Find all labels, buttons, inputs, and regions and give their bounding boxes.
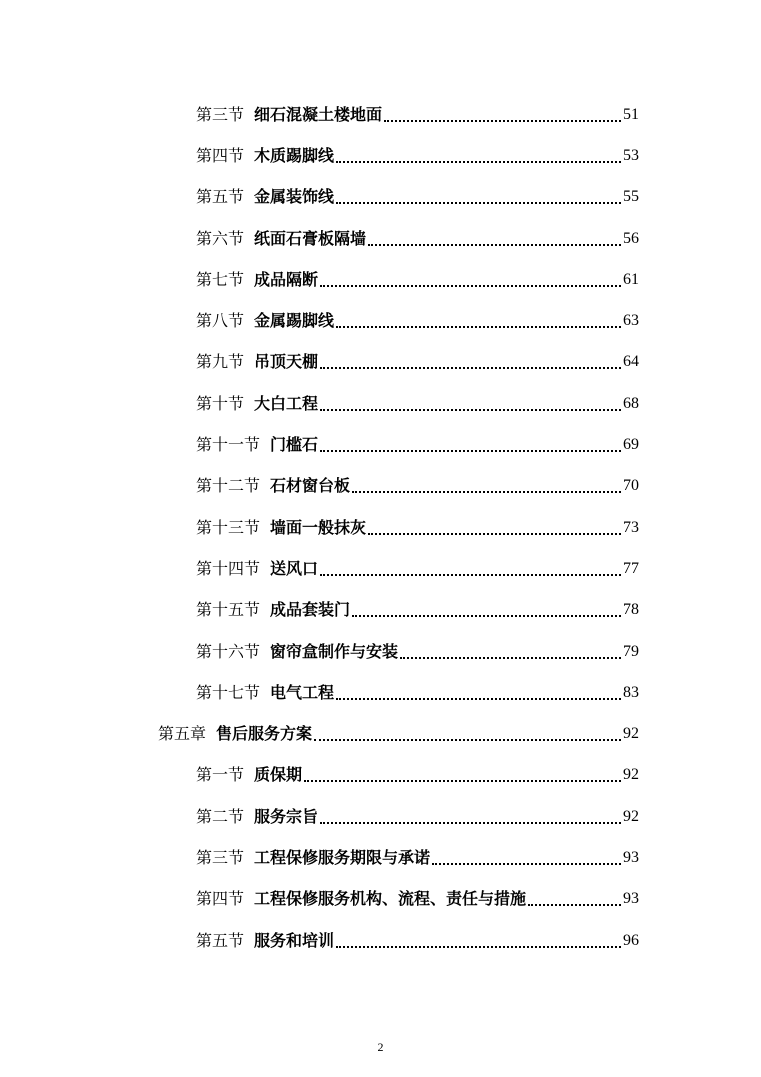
toc-entry-page: 68	[623, 394, 639, 412]
toc-dot-leader	[320, 367, 621, 369]
toc-dot-leader	[400, 657, 621, 659]
toc-dot-leader	[528, 904, 621, 906]
toc-entry-page: 51	[623, 105, 639, 123]
toc-dot-leader	[304, 780, 621, 782]
toc-entry-title: 质保期	[254, 765, 303, 785]
toc-entry-number: 第十七节	[196, 682, 261, 702]
toc-entry[interactable]	[0, 218, 639, 259]
toc-entry-number: 第六节	[196, 228, 245, 248]
toc-entry[interactable]	[0, 507, 639, 548]
toc-entry-page: 55	[623, 188, 639, 206]
toc-entry-title: 纸面石膏板隔墙	[254, 228, 367, 248]
toc-entry-number: 第三节	[196, 847, 245, 867]
toc-entry-title: 门槛石	[270, 435, 319, 455]
toc-dot-leader	[368, 533, 621, 535]
toc-entry-page: 93	[623, 890, 639, 908]
toc-entry-number: 第九节	[196, 352, 245, 372]
toc-dot-leader	[352, 491, 621, 493]
toc-entry-title: 细石混凝土楼地面	[254, 104, 383, 124]
toc-dot-leader	[352, 615, 621, 617]
page-number: 2	[377, 1040, 384, 1054]
toc-dot-leader	[320, 409, 621, 411]
toc-entry-number: 第十一节	[196, 435, 261, 455]
toc-entry-number: 第十四节	[196, 558, 261, 578]
toc-entry-title: 金属踢脚线	[254, 311, 335, 331]
toc-dot-leader	[320, 450, 621, 452]
toc-entry-number: 第四节	[196, 145, 245, 165]
toc-entry[interactable]	[0, 259, 639, 300]
toc-entry[interactable]	[0, 94, 639, 135]
toc-entry[interactable]	[0, 631, 639, 672]
table-of-contents	[0, 94, 761, 961]
toc-dot-leader	[384, 120, 621, 122]
toc-entry-title: 大白工程	[254, 393, 319, 413]
toc-entry-page: 77	[623, 559, 639, 577]
toc-dot-leader	[336, 202, 621, 204]
toc-entry[interactable]	[0, 796, 639, 837]
toc-dot-leader	[336, 326, 621, 328]
toc-entry-number: 第二节	[196, 806, 245, 826]
toc-entry-title: 服务和培训	[254, 930, 335, 950]
toc-entry-title: 电气工程	[270, 682, 335, 702]
toc-entry-title: 木质踢脚线	[254, 145, 335, 165]
toc-entry[interactable]	[0, 300, 639, 341]
toc-entry-page: 79	[623, 642, 639, 660]
toc-entry-title: 成品套装门	[270, 600, 351, 620]
toc-chapter-entry[interactable]	[0, 713, 639, 754]
toc-entry-title: 送风口	[270, 558, 319, 578]
toc-entry-number: 第五节	[196, 930, 245, 950]
toc-entry[interactable]	[0, 837, 639, 878]
toc-entry-number: 第八节	[196, 311, 245, 331]
toc-entry[interactable]	[0, 424, 639, 465]
toc-entry-page: 64	[623, 353, 639, 371]
toc-entry-title: 墙面一般抹灰	[270, 517, 367, 537]
toc-entry-page: 92	[623, 725, 639, 743]
toc-entry-number: 第五节	[196, 187, 245, 207]
toc-dot-leader	[336, 698, 621, 700]
toc-dot-leader	[320, 822, 621, 824]
toc-dot-leader	[320, 574, 621, 576]
toc-entry-title: 工程保修服务机构、流程、责任与措施	[254, 889, 527, 909]
toc-entry[interactable]	[0, 755, 639, 796]
toc-entry-page: 96	[623, 931, 639, 949]
toc-entry[interactable]	[0, 342, 639, 383]
toc-entry-page: 93	[623, 848, 639, 866]
toc-entry-title: 服务宗旨	[254, 806, 319, 826]
toc-entry[interactable]	[0, 135, 639, 176]
toc-entry-page: 56	[623, 229, 639, 247]
toc-entry-title: 吊顶天棚	[254, 352, 319, 372]
toc-dot-leader	[336, 946, 621, 948]
toc-entry-title: 工程保修服务期限与承诺	[254, 847, 431, 867]
toc-entry[interactable]	[0, 920, 639, 961]
toc-entry-title: 金属装饰线	[254, 187, 335, 207]
toc-dot-leader	[314, 739, 621, 741]
toc-entry-page: 61	[623, 270, 639, 288]
toc-dot-leader	[336, 161, 621, 163]
toc-entry-title: 成品隔断	[254, 269, 319, 289]
toc-entry-number: 第十二节	[196, 476, 261, 496]
toc-dot-leader	[368, 244, 621, 246]
toc-entry-title: 售后服务方案	[216, 724, 313, 744]
toc-entry-number: 第一节	[196, 765, 245, 785]
toc-entry-title: 石材窗台板	[270, 476, 351, 496]
toc-entry[interactable]	[0, 466, 639, 507]
toc-entry-page: 53	[623, 146, 639, 164]
toc-entry[interactable]	[0, 590, 639, 631]
toc-entry[interactable]	[0, 879, 639, 920]
toc-entry-page: 83	[623, 683, 639, 701]
toc-entry[interactable]	[0, 383, 639, 424]
toc-entry-title: 窗帘盒制作与安装	[270, 641, 399, 661]
toc-entry[interactable]	[0, 177, 639, 218]
toc-entry-number: 第十三节	[196, 517, 261, 537]
toc-entry-number: 第四节	[196, 889, 245, 909]
toc-dot-leader	[432, 863, 621, 865]
toc-dot-leader	[320, 285, 621, 287]
toc-entry-page: 63	[623, 312, 639, 330]
toc-entry-number: 第三节	[196, 104, 245, 124]
toc-entry-number: 第五章	[158, 724, 207, 744]
toc-entry[interactable]	[0, 548, 639, 589]
toc-entry-page: 70	[623, 477, 639, 495]
toc-entry-page: 92	[623, 766, 639, 784]
toc-entry-number: 第十六节	[196, 641, 261, 661]
toc-entry[interactable]	[0, 672, 639, 713]
toc-entry-number: 第七节	[196, 269, 245, 289]
toc-entry-number: 第十节	[196, 393, 245, 413]
toc-entry-number: 第十五节	[196, 600, 261, 620]
toc-entry-page: 69	[623, 436, 639, 454]
toc-entry-page: 78	[623, 601, 639, 619]
toc-entry-page: 73	[623, 518, 639, 536]
toc-entry-page: 92	[623, 807, 639, 825]
